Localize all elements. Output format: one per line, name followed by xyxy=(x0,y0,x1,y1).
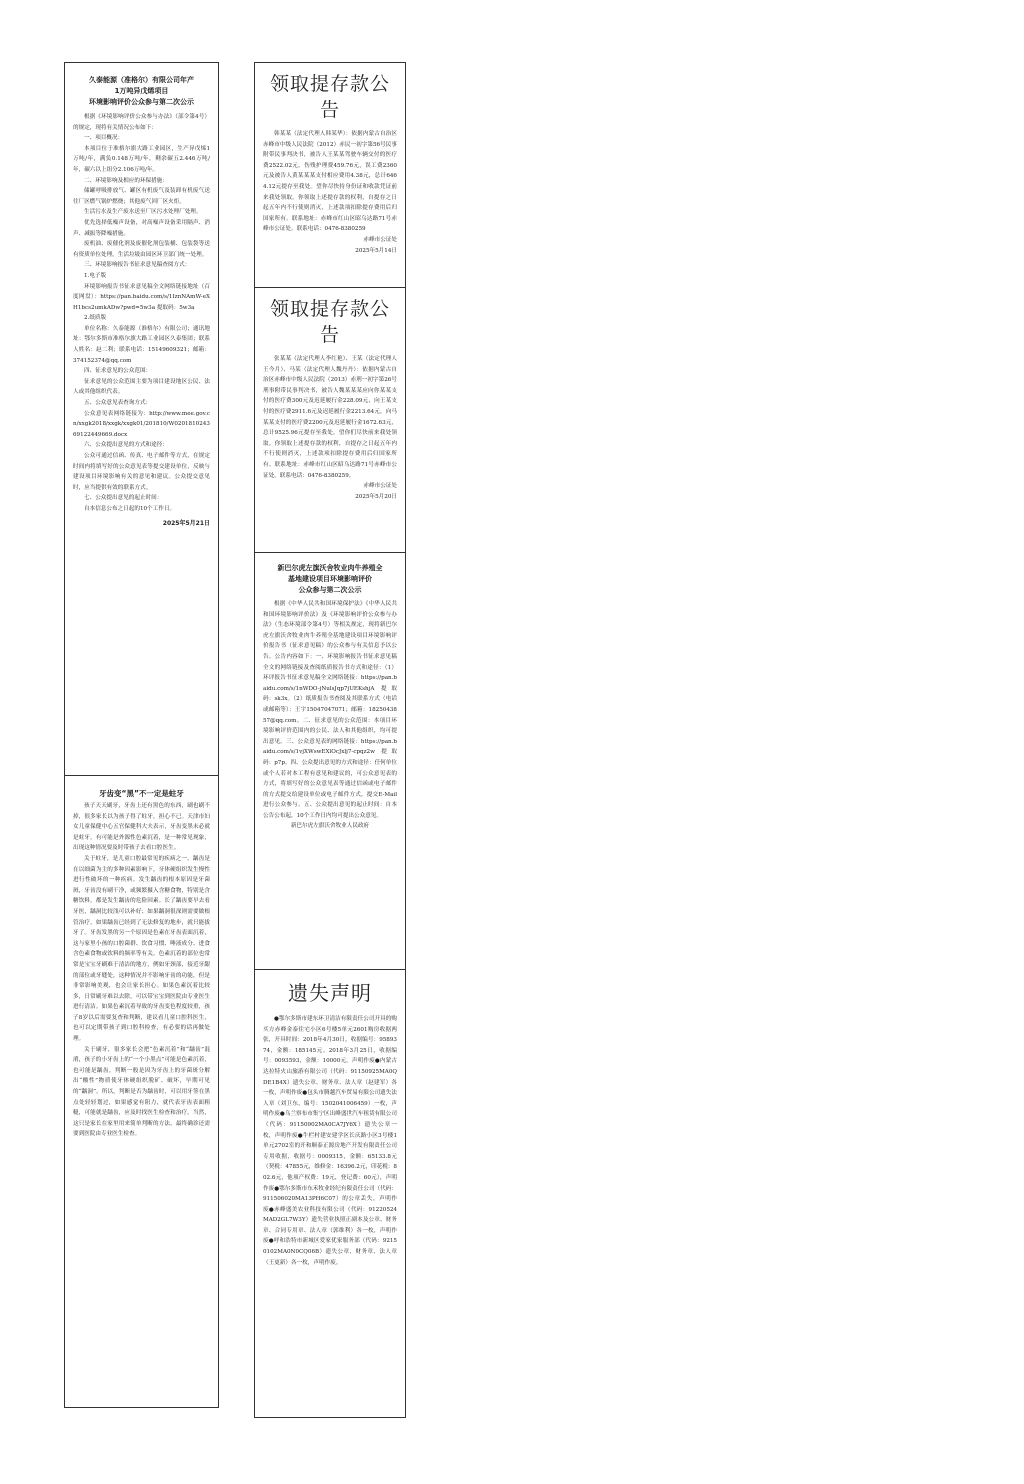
eia2-title-line: 基地建设项目环境影响评价 xyxy=(288,575,372,583)
env-paragraph: 一、项目概况： xyxy=(84,135,124,142)
env-title-line: 1万吨异戊烯项目 xyxy=(114,87,169,95)
deposit-notice-2-body: 张某某（法定代理人李红艳）、王某（法定代理人王今月）、马某（法定代理人魏丹丹）：依据内蒙古自治区赤峰市中级人民法院（2013）赤刑一初字第26号刑事附带民事判决书，被告人魏某某某应向你某某支付的医疗费300元及迟延履行金228.09元，向王某支付的医疗费2911.6元及迟延履行金2213.64元，向马某某支付的医疗费2200元及迟延履行金1672.63元，总计9525.96元提存至我处，望你们尽快前来我处领取。你领取上述提存款的权利，自提存之日起五年内不行使则消灭，上述款项扣除提存费用后归国家所有。联系地址：赤峰市红山区昭乌达路71号赤峰市公证处。联系电话：0476-8380259。 xyxy=(263,356,397,479)
right-column xyxy=(254,62,406,1418)
left-column xyxy=(64,62,219,1408)
env-paragraph: 环境影响报告书征求意见稿全文网络链接地址（百度网盘）：https://pan.baidu.com/s/1IznNAmW-eXH1bcs2umkADw?pwd=5w3a 提取码：5w3a xyxy=(73,283,210,311)
env-paragraph: 自本信息公布之日起的10个工作日。 xyxy=(84,505,176,512)
deposit-notice-1-date: 2025年5月14日 xyxy=(355,247,397,254)
deposit-notice-1-body: 韩某某（法定代理人韩某华）：依据内蒙古自治区赤峰市中级人民法院（2012）赤民一初字第56号民事附带民事判决书，被告人王某某驾驶车辆交付的医疗费2522.02元，伤残护理费459.76元，误工费2360元及被告人黄某某某支付相应费用4.38元，总计6464.12元提存至我处。望你尽快持身份证和收款凭证前来我处领取。你领取上述提存款的权利，自提存之日起五年内不行使则消灭，上述款项扣除提存费用后归国家所有。联系地址：赤峰市红山区昭乌达路71号赤峰市公证处。联系电话：0476-8380259 xyxy=(263,131,397,233)
env-paragraph: 公众意见表网络链接为：http://www.mee.gov.cn/xxgk2018/xxgk/xxgk01/201810/W020181024369122449669.docx xyxy=(73,410,210,438)
env-paragraph: 征求意见的公众范围主要为项目建设地区公民、法人或其他组织代表。 xyxy=(73,378,210,396)
env-paragraph: 2.纸质版 xyxy=(84,315,107,322)
eia2-title-line: 公众参与第二次公示 xyxy=(298,586,362,594)
env-paragraph: 三、环境影响报告书征求意见稿查阅方式： xyxy=(84,262,191,269)
eia-notice-2-org: 新巴尔虎左旗沃舍牧业人民政府 xyxy=(290,823,370,830)
deposit-notice-2-org: 赤峰市公证处 xyxy=(363,483,397,490)
deposit-notice-2-title: 领取提存款公告 xyxy=(269,298,390,346)
lost-notice-title: 遗失声明 xyxy=(288,981,372,1005)
deposit-notice-1-org: 赤峰市公证处 xyxy=(363,236,397,243)
env-paragraph: 1.电子版 xyxy=(84,272,107,279)
teeth-article-body xyxy=(73,801,210,1140)
teeth-paragraph: 关于刷牙，很多家长会把“色素沉着”和“龋齿”混淆，孩子的小牙齿上的“一个小黑点”可能是色素沉着，也可能是龋齿。判断一般是因为牙齿上的牙菌斑分解出“酸性”物质使牙体硬组织脱矿、破坏，早期可见的“龋洞”。所以，判断是否为龋齿时，可以用牙签在黑点处轻轻划过，如果感觉有阻力，就代表牙齿表面粗糙，可能就是龋齿，应及时找医生检查和治疗。当然，这只是家长在家里用来简单判断的方法，最终确诊还需要到医院由专业医生检查。 xyxy=(73,1046,210,1138)
env-paragraph: 公众可通过信函、传真、电子邮件等方式，在规定时间内将填写好的公众意见表等提交建设单位，反映与建设项目环境影响有关的意见和建议。公众提交意见时，应当提供有效的联系方式。 xyxy=(73,453,210,491)
teeth-article xyxy=(65,776,218,1407)
teeth-paragraph: 关于蛀牙，是儿童口腔最常见的疾病之一。龋齿是在以细菌为主的多种因素影响下，牙体硬组织发生慢性进行性破坏的一种疾病。发生龋齿的根本原因是牙菌斑，牙齿没有刷干净，或频繁摄入含糖食物，特别是含糖饮料，都是发生龋齿的危险因素。长了龋齿要早去看牙医，龋洞比较浅可以补好；如果龋洞很深则需要做根管治疗，如果龋齿已经到了无法修复的地步，就只能拔牙了。牙齿发黑的另一个原因是色素在牙齿表面沉着，这与家里小孩的口腔菌群、饮食习惯、唾液成分、进食含色素食物或饮料的频率等有关。色素沉着的部位也常常是宝宝牙刷难于清洁的地方，例如牙颈部，接近牙龈的部位或牙缝处，这种情况并不影响牙齿的功能，但是非常影响美观，也会让家长担心。如果色素沉着比较多，日常刷牙难以去除，可以带宝宝到医院由专业医生进行清洁。如果色素沉着导致的牙齿变色程度较重，孩子8岁以后需要复查和判断，建议看儿童口腔科医生，也可以定期带孩子到口腔科检查，有必要的话再做处理。 xyxy=(73,855,210,1043)
env-notice-title xyxy=(73,75,210,108)
env-paragraph: 六、公众提出意见的方式和途径： xyxy=(84,442,168,449)
env-paragraph: 优先选择低噪声设备，对高噪声设备采用隔声、消声、减振等降噪措施。 xyxy=(73,219,210,237)
env-notice xyxy=(65,63,218,776)
env-paragraph: 七、公众提出意见的起止时间： xyxy=(84,495,163,502)
eia-notice-2-title xyxy=(263,563,397,596)
env-title-line: 久泰能源（准格尔）有限公司年产 xyxy=(89,76,194,84)
eia-notice-2-body: 根据《中华人民共和国环境保护法》《中华人民共和国环境影响评价法》及《环境影响评价公众参与办法》（生态环境部令第4号）等相关规定，现将新巴尔虎左旗沃舍牧业肉牛养殖全基地建设项目环境影响评价报告书（征求意见稿）的公众参与有关信息予以公告。公告内容如下：一、环境影响报告书征求意见稿全文的网络链接及查阅纸质报告书方式和途径：（1）环评报告书征求意见稿全文网络链接：https://pan.baidu.com/s/1nWDO-jNulsJqp7jUEKshjA 提取码：sk3x。（2）纸质报告书查阅及其联系方式（电话或邮箱等）：王宇15047047071；邮箱：1825043857@qq.com。二、征求意见的公众范围：本项目环境影响评价范围内的公民、法人和其他组织，均可提出意见。三、公众意见表的网络链接：https://pan.baidu.com/s/1vjXWswEXlOcJxlj7-cpqz2w 提取码：p7p。四、公众提出意见的方式和途径：任何单位或个人若对本工程有意见和建议的，可公众意见表的方式，将填写好的公众意见表等通过信函或电子邮件的方式提交给建设单位或电子邮件方式，提交E-Mail进行公众参与。五、公众提出意见的起止时间：自本公告公布起，10个工作日内均可提出公众意见。 xyxy=(263,601,397,819)
env-notice-body xyxy=(73,112,210,515)
deposit-notice-2-date: 2025年5月20日 xyxy=(355,493,397,500)
env-paragraph: 四、征求意见的公众范围： xyxy=(84,368,152,375)
env-paragraph: 废机油、废催化剂及废催化剂包装桶、包装袋等送有资质单位处理，生活垃圾由园区环卫部门统一处理。 xyxy=(73,241,210,258)
env-paragraph: 本项目位于准格尔旗大路工业园区，生产异戊烯1万吨/年，满负0.148万吨/年，剩余碳五2.446万吨/年，碳六以上组分2.106万吨/年。 xyxy=(73,145,210,173)
env-paragraph: 生活污水及生产废水送至厂区污水处理厂处理。 xyxy=(84,209,202,216)
teeth-paragraph: 孩子天天刷牙，牙齿上还有黑色的东西，刷也刷不掉，很多家长以为孩子得了蛀牙，担心不已。天津市妇女儿童保健中心五官保健科大夫表示，牙齿变黑未必就是蛀牙，有可能是外源性色素沉着，是一种常见现象，出现这种情况要及时带孩子去看口腔医生。 xyxy=(73,803,210,852)
eia-notice-2 xyxy=(255,553,405,970)
env-paragraph: 五、公众意见表查询方式： xyxy=(84,400,152,407)
env-notice-date: 2025年5月21日 xyxy=(162,519,210,527)
teeth-article-title: 牙齿变“黑”不一定是蛀牙 xyxy=(99,789,184,798)
lost-notice xyxy=(255,970,405,1417)
env-paragraph: 单位名称：久泰能源（准格尔）有限公司；通讯地址：鄂尔多斯市准格尔旗大路工业园区久泰集团；联系人姓名：赵二利；联系电话：15149609321；邮箱：374152374@qq.com xyxy=(73,325,210,364)
eia2-title-line: 新巴尔虎左旗沃舍牧业肉牛养殖全 xyxy=(277,564,383,572)
env-paragraph: 二、环境影响及相应的环保措施： xyxy=(84,177,168,184)
env-title-line: 环境影响评价公众参与第二次公示 xyxy=(89,98,194,106)
env-paragraph: 储罐呼吸排放气、罐区有机废气及装卸有机废气送往厂区燃气锅炉燃烧；其他废气回厂区火炬。 xyxy=(73,188,210,205)
env-paragraph: 根据《环境影响评价公众参与办法》（部令第4号）的规定，现将有关情况公布如下： xyxy=(73,114,210,131)
deposit-notice-2 xyxy=(255,288,405,553)
deposit-notice-1-title: 领取提存款公告 xyxy=(269,73,390,121)
deposit-notice-1 xyxy=(255,63,405,288)
lost-notice-body: ●鄂尔多斯市建东环卫清洁有限责任公司开具的购买方赤峰金泰住宅小区6号楼5单元2601购房收据两张，开具时间：2018年4月30日，收据编号：9589374，金额：185145元。2018年3月25日，收据编号：0093593，金额：10000元，声明作废●内蒙古达拉特火山旅游有限公司（代码：91150925MA0QDE1B4X）遗失公章、财务章、法人章（赵建军）各一枚，声明作废●包头市腾越汽车贸易有限公司遗失法人章（刘卫东，编号：1502041006459）一枚，声明作废●乌兰察布市集宁区出峰盛世汽车租赁有限公司（代码：91150902MA0CA7JY6X）遗失公章一枚，声明作废●牛栏村建安建学区长庆路小区3号楼1单元2702室的开和顺泰正源房地产开发有限责任公司专用收据，收据号：0009315，金额：65133.8元（契税：47855元，维修金：16396.2元，印花税：802.6元，他项产权费：19元，登记费：60元），声明作废●鄂尔多斯市东禾牧业经纪有限责任公司（代码：911506020MA13PH6C07）的公章丢失，声明作废●赤峰盛美农业科技有限公司（代码：91220524MAD2GL7W3Y）遗失营业执照正副本及公章、财务章、合同专用章、法人章（郭维利）各一枚，声明作废●呼和浩特市新城区爱家优家服务部（代码：92150102MA0N0CQ06B）遗失公章、财务章、法人章（王更新）各一枚，声明作废。 xyxy=(263,1016,397,1266)
